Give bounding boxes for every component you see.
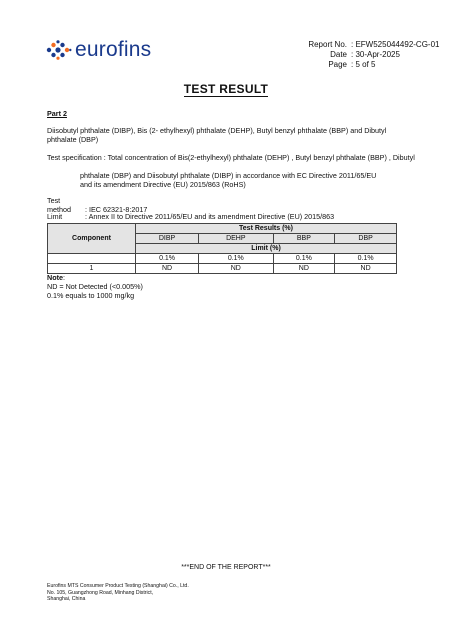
results-table	[47, 223, 397, 274]
limit-label: Limit	[47, 212, 63, 221]
spec-line-2: phthalate (DBP) and Diisobutyl phthalate (DIBP) in accordance with EC Directive 2011/65/EU	[80, 171, 377, 180]
part-heading: Part 2	[47, 109, 67, 118]
report-no-value: : EFW525044492-CG-01	[351, 40, 440, 49]
title-text: TEST RESULT	[183, 82, 269, 96]
test-specification-cont	[80, 171, 420, 189]
limit-dehp: 0.1%	[199, 254, 273, 264]
page-value: : 5 of 5	[351, 60, 376, 69]
date-value: : 30-Apr-2025	[351, 50, 400, 59]
result-bbp: ND	[273, 264, 335, 274]
limit-header: Limit (%)	[136, 244, 397, 254]
report-meta	[303, 40, 440, 70]
method-label: Test method	[47, 196, 71, 214]
table-row	[48, 264, 397, 274]
footer-line-2: No. 105, Guangzhong Road, Minhang District,	[47, 589, 154, 596]
end-of-report: ***END OF THE REPORT***	[181, 564, 271, 571]
result-dehp: ND	[199, 264, 273, 274]
component-header: Component	[48, 224, 136, 254]
result-dbp: ND	[335, 264, 397, 274]
col-bbp: BBP	[273, 234, 335, 244]
limit	[47, 212, 417, 221]
footer-line-1: Eurofins MTS Consumer Product Testing (Shanghai) Co., Ltd.	[47, 583, 189, 589]
eurofins-dots-icon	[46, 40, 72, 60]
brand-name: eurofins	[75, 38, 152, 61]
footer-line-3: Shanghai, China	[47, 596, 86, 602]
date-row	[303, 50, 440, 60]
footer-address	[47, 583, 189, 603]
col-dbp: DBP	[335, 234, 397, 244]
limit-bbp: 0.1%	[273, 254, 335, 264]
date-label: Date	[330, 50, 347, 59]
test-specification: Test specification : Total concentration of Bis(2-ethylhexyl) phthalate (DEHP) , Butyl benzyl phthalate (BBP) , Dibutyl	[47, 153, 415, 162]
note-nd: ND = Not Detected (<0.005%)	[47, 282, 143, 291]
limit-value: : Annex II to Directive 2011/65/EU and its amendment Directive (EU) 2015/863	[85, 212, 335, 221]
col-dibp: DIBP	[136, 234, 199, 244]
note-label: Note	[47, 273, 63, 282]
spec-line-3: and its amendment Directive (EU) 2015/863 (RoHS)	[80, 180, 246, 189]
note-equivalence: 0.1% equals to 1000 mg/kg	[47, 291, 135, 300]
note-colon: :	[62, 273, 65, 282]
page-label: Page	[328, 60, 347, 69]
table-header-row	[48, 224, 397, 234]
note-heading	[47, 273, 417, 282]
method-value: : IEC 62321-8:2017	[85, 205, 148, 214]
page-row	[303, 60, 440, 70]
limits-blank-cell	[48, 254, 136, 264]
substances-description: Diisobutyl phthalate (DIBP), Bis (2- ethylhexyl) phthalate (DEHP), Butyl benzyl phthalate (BBP) and Dibutyl phthalate (DBP)	[47, 126, 387, 144]
result-dibp: ND	[136, 264, 199, 274]
limit-dibp: 0.1%	[136, 254, 199, 264]
report-no-label: Report No.	[308, 40, 347, 49]
report-no-row	[303, 40, 440, 50]
col-dehp: DEHP	[199, 234, 273, 244]
component-id: 1	[48, 264, 136, 274]
eurofins-logo	[46, 38, 151, 62]
results-header: Test Results (%)	[136, 224, 397, 234]
page-title	[0, 82, 452, 96]
limit-dbp: 0.1%	[335, 254, 397, 264]
limits-row	[48, 254, 397, 264]
